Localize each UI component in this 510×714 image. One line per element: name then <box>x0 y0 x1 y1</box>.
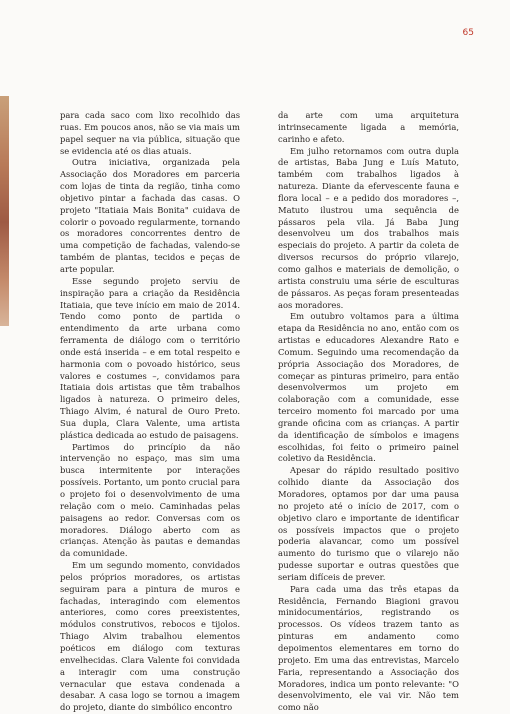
paragraph: Outra iniciativa, organizada pela Associação dos Moradores em parceria com lojas de tinta da região, tinha como objetivo pintar a fachada das casas. O projeto "Itatiaia Mais Bonita" cuidava de colorir o povoado regularmente, tornando os moradores concorrentes dentro de uma competição de fachadas, valendo-se também de plantas, tecidos e peças de arte popular. <box>60 157 240 274</box>
page-number: 65 <box>462 28 474 38</box>
paragraph: Para cada uma das três etapas da Residência, Fernando Biagioni gravou minidocumentários, registrando os processos. Os vídeos trazem tanto as pinturas em andamento como depoimentos elementares em torno do projeto. Em uma das entrevistas, Marcelo Faria, representando a Associação dos Moradores, indica um ponto relevante: "O desenvolvimento, ele vai vir. Não tem como não <box>278 583 459 713</box>
left-text-column <box>60 110 240 714</box>
edge-photo-strip <box>0 96 9 326</box>
paragraph: Em julho retornamos com outra dupla de artistas, Baba Jung e Luís Matuto, também com trabalhos ligados à natureza. Diante da efervescente fauna e flora local – e a pedido dos moradores –, Matuto ilustrou uma sequência de pássaros pela vila. Já Baba Jung desenvolveu um dos trabalhos mais especiais do projeto. A partir da coleta de diversos recursos do próprio vilarejo, como galhos e materiais de demolição, o artista construiu uma série de esculturas de pássaros. As peças foram presenteadas aos moradores. <box>278 145 459 310</box>
paragraph: Esse segundo projeto serviu de inspiração para a criação da Residência Itatiaia, que teve início em maio de 2014. Tendo como ponto de partida o entendimento da arte urbana como ferramenta de diálogo com o território onde está inserida – e em total respeito e harmonia com o povoado histórico, seus valores e costumes –, convidamos para Itatiaia dois artistas que têm trabalhos ligados à natureza. O primeiro deles, Thiago Alvim, é natural de Ouro Preto. Sua dupla, Clara Valente, uma artista plástica dedicada ao estudo de paisagens. <box>60 275 240 440</box>
paragraph: Partimos do princípio da não intervenção no espaço, mas sim uma busca intermitente por interações possíveis. Portanto, um ponto crucial para o projeto foi o desenvolvimento de uma relação com o meio. Caminhadas pelas paisagens ao redor. Conversas com os moradores. Diálogo aberto com as crianças. Atenção às pautas e demandas da comunidade. <box>60 441 240 559</box>
paragraph: Apesar do rápido resultado positivo colhido diante da Associação dos Moradores, optamos por dar uma pausa no projeto até o início de 2017, com o objetivo claro e importante de identificar os possíveis impactos que o projeto poderia alavancar, como um possível aumento do turismo que o vilarejo não pudesse suportar e outras questões que seriam difíceis de prever. <box>278 465 459 582</box>
right-text-column <box>278 110 459 714</box>
paragraph: Em um segundo momento, convidados pelos próprios moradores, os artistas seguiram para a pintura de muros e fachadas, interagindo com elementos anteriores, como cores preexistentes, módulos construtivos, rebocos e tijolos. Thiago Alvim trabalhou elementos poéticos em diálogo com texturas envelhecidas. Clara Valente foi convidada a interagir com uma construção vernacular que estava condenada a desabar. A casa logo se tornou a imagem do projeto, diante do simbólico encontro <box>60 560 240 713</box>
paragraph: da arte com uma arquitetura intrinsecamente ligada a memória, carinho e afeto. <box>278 110 459 144</box>
paragraph: para cada saco com lixo recolhido das ruas. Em poucos anos, não se via mais um papel sequer na via pública, situação que se evidencia até os dias atuais. <box>60 110 240 156</box>
paragraph: Em outubro voltamos para a última etapa da Residência no ano, então com os artistas e educadores Alexandre Rato e Comum. Seguindo uma recomendação da própria Associação dos Moradores, de começar as pinturas primeiro, para então desenvolvermos um projeto em colaboração com a comunidade, esse terceiro momento foi marcado por uma grande oficina com as crianças. A partir da identificação de símbolos e imagens escolhidas, foi feito o primeiro painel coletivo da Residência. <box>278 311 459 464</box>
